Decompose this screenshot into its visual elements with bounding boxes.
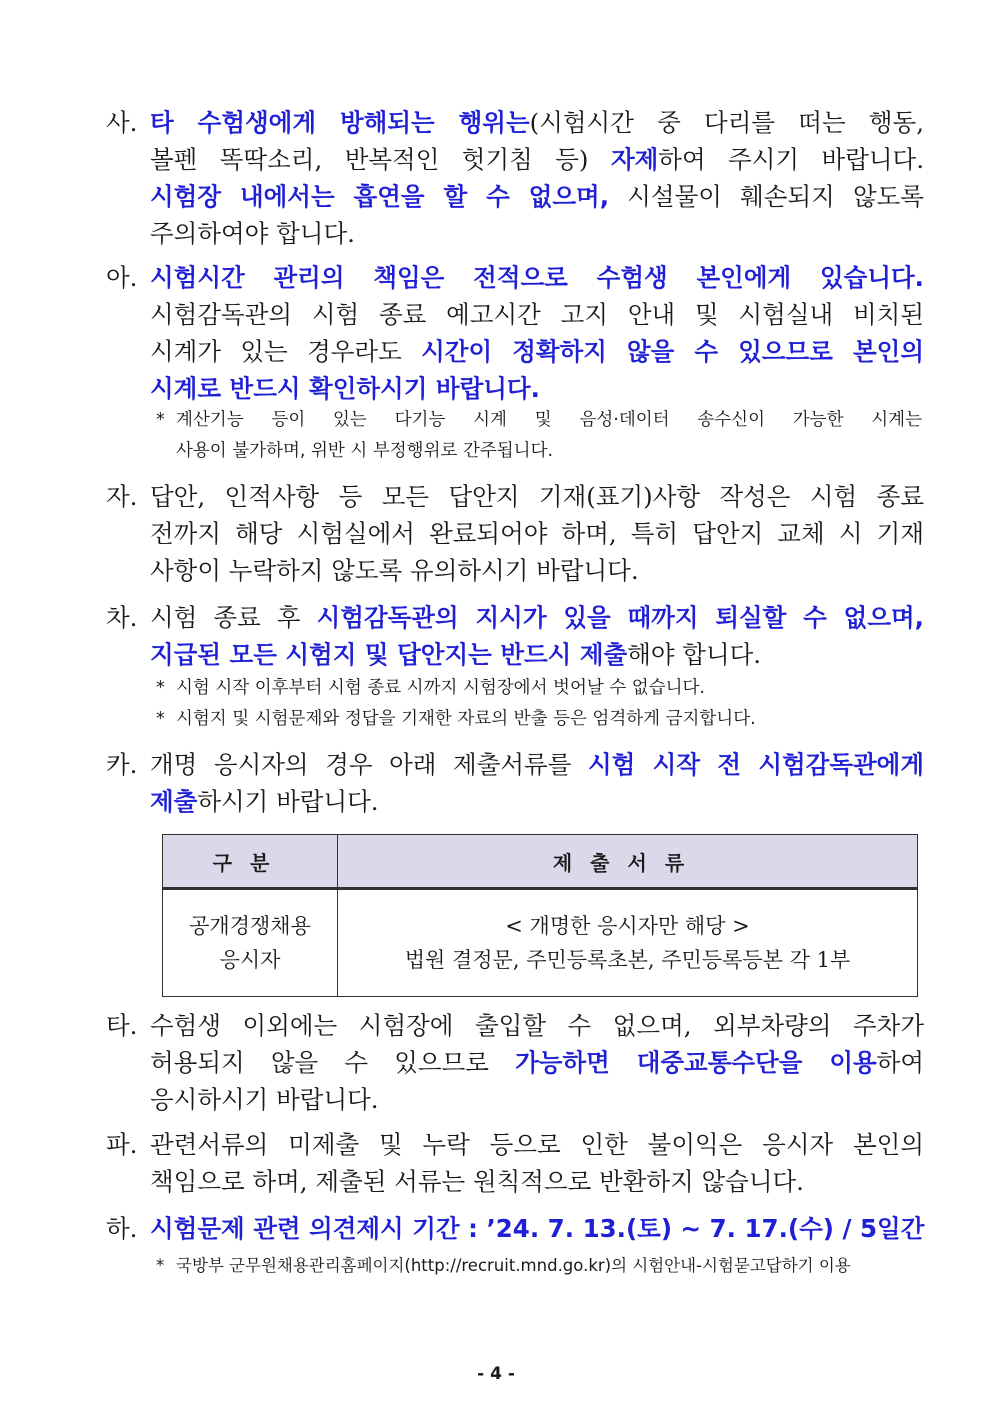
highlight-text: 시간이 정확하지 않을 수 있으므로 본인의 (421, 337, 924, 366)
highlight-text: 시험시간 관리의 책임은 전적으로 수험생 본인에게 있습니다. (150, 263, 924, 292)
cell-text: 법원 결정문, 주민등록초본, 주민등록등본 각 1부 (404, 948, 851, 972)
asterisk-icon: * (156, 678, 165, 698)
item-label: 차. (106, 603, 138, 632)
asterisk-icon: * (156, 709, 165, 729)
highlight-text: 가능하면 대중교통수단을 이용 (515, 1048, 877, 1077)
body-text: 시험 종료 후 (150, 603, 301, 632)
table-header-row (163, 835, 918, 889)
note-a (156, 405, 922, 467)
item-ka (106, 746, 924, 820)
item-label: 자. (106, 482, 138, 511)
item-pa (106, 1126, 924, 1200)
body-text: 관련서류의 미제출 및 누락 등으로 인한 불이익은 응시자 본인의 (150, 1130, 924, 1159)
highlight-text: 타 수험생에게 방해되는 행위는 (150, 108, 530, 137)
body-text: 시설물이 훼손되지 않도록 (627, 182, 924, 211)
item-label: 카. (106, 750, 138, 779)
item-label: 사. (106, 108, 138, 137)
table-row (163, 889, 918, 997)
asterisk-icon: * (156, 1256, 165, 1275)
item-label: 파. (106, 1130, 138, 1159)
page-number: - 4 - (477, 1364, 515, 1384)
note-cha-2 (156, 704, 922, 735)
body-text: 답안, 인적사항 등 모든 답안지 기재(표기)사항 작성은 시험 종료 (150, 482, 924, 511)
highlight-text: 시험장 내에서는 흡연을 할 수 없으며, (150, 182, 610, 211)
note-cha-1 (156, 673, 922, 704)
body-text: 시계가 있는 경우라도 (150, 337, 402, 366)
item-cha (106, 599, 924, 673)
table-cell-documents (338, 889, 918, 997)
body-text: 응시하시기 바랍니다. (150, 1085, 379, 1114)
submission-table (162, 834, 918, 997)
note-text: 시험지 및 시험문제와 정답을 기재한 자료의 반출 등은 엄격하게 금지합니다. (176, 709, 756, 729)
item-label: 하. (106, 1214, 138, 1243)
item-sa (106, 104, 924, 252)
body-text: 하시기 바랍니다. (197, 787, 379, 816)
item-label: 타. (106, 1011, 138, 1040)
highlight-text: 시험감독관의 지시가 있을 때까지 퇴실할 수 없으며, (316, 603, 924, 632)
body-text: 하여 주시기 바랍니다. (658, 145, 924, 174)
highlight-text: 시험문제 관련 의견제시 기간 : ’24. 7. 13.(토) ~ 7. 17.(수) / 5일간 (150, 1214, 925, 1243)
item-ha (106, 1210, 924, 1247)
body-text: 수험생 이외에는 시험장에 출입할 수 없으며, 외부차량의 주차가 (150, 1011, 924, 1040)
note-text: 사용이 불가하며, 위반 시 부정행위로 간주됩니다. (176, 441, 554, 461)
table-header-documents: 제출서류 (338, 835, 918, 889)
cell-text: 응시자 (219, 948, 281, 972)
table-header-category: 구분 (163, 835, 338, 889)
body-text: 전까지 해당 시험실에서 완료되어야 하며, 특히 답안지 교체 시 기재 (150, 519, 924, 548)
body-text: 해야 합니다. (627, 640, 762, 669)
table-cell-category (163, 889, 338, 997)
body-text: 사항이 누락하지 않도록 유의하시기 바랍니다. (150, 556, 639, 585)
note-ha (156, 1250, 922, 1281)
cell-text: 공개경쟁채용 (189, 914, 311, 938)
note-text: 계산기능 등이 있는 다기능 시계 및 음성·데이터 송수신이 가능한 시계는 (176, 410, 922, 430)
body-text: 볼펜 똑딱소리, 반복적인 헛기침 등) (150, 145, 589, 174)
item-label: 아. (106, 263, 138, 292)
body-text: 책임으로 하며, 제출된 서류는 원칙적으로 반환하지 않습니다. (150, 1167, 804, 1196)
note-text: 국방부 군무원채용관리홈페이지(http://recruit.mnd.go.kr)의 시험안내-시험묻고답하기 이용 (176, 1256, 851, 1275)
highlight-text: 제출 (150, 787, 198, 816)
item-a (106, 259, 924, 407)
body-text: 허용되지 않을 수 있으므로 (150, 1048, 489, 1077)
cell-text: < 개명한 응시자만 해당 > (505, 914, 750, 938)
item-ja (106, 478, 924, 589)
body-text: 개명 응시자의 경우 아래 제출서류를 (150, 750, 572, 779)
highlight-text: 시계로 반드시 확인하시기 바랍니다. (150, 374, 540, 403)
highlight-text: 시험 시작 전 시험감독관에게 (588, 750, 925, 779)
item-ta (106, 1007, 924, 1118)
highlight-text: 자제 (610, 145, 659, 174)
highlight-text: 지급된 모든 시험지 및 답안지는 반드시 제출 (150, 640, 628, 669)
body-text: 주의하여야 합니다. (150, 219, 355, 248)
asterisk-icon: * (156, 410, 165, 430)
body-text: (시험시간 중 다리를 떠는 행동, (529, 108, 924, 137)
body-text: 하여 (876, 1048, 925, 1077)
body-text: 시험감독관의 시험 종료 예고시간 고지 안내 및 시험실내 비치된 (150, 300, 924, 329)
note-text: 시험 시작 이후부터 시험 종료 시까지 시험장에서 벗어날 수 없습니다. (176, 678, 705, 698)
